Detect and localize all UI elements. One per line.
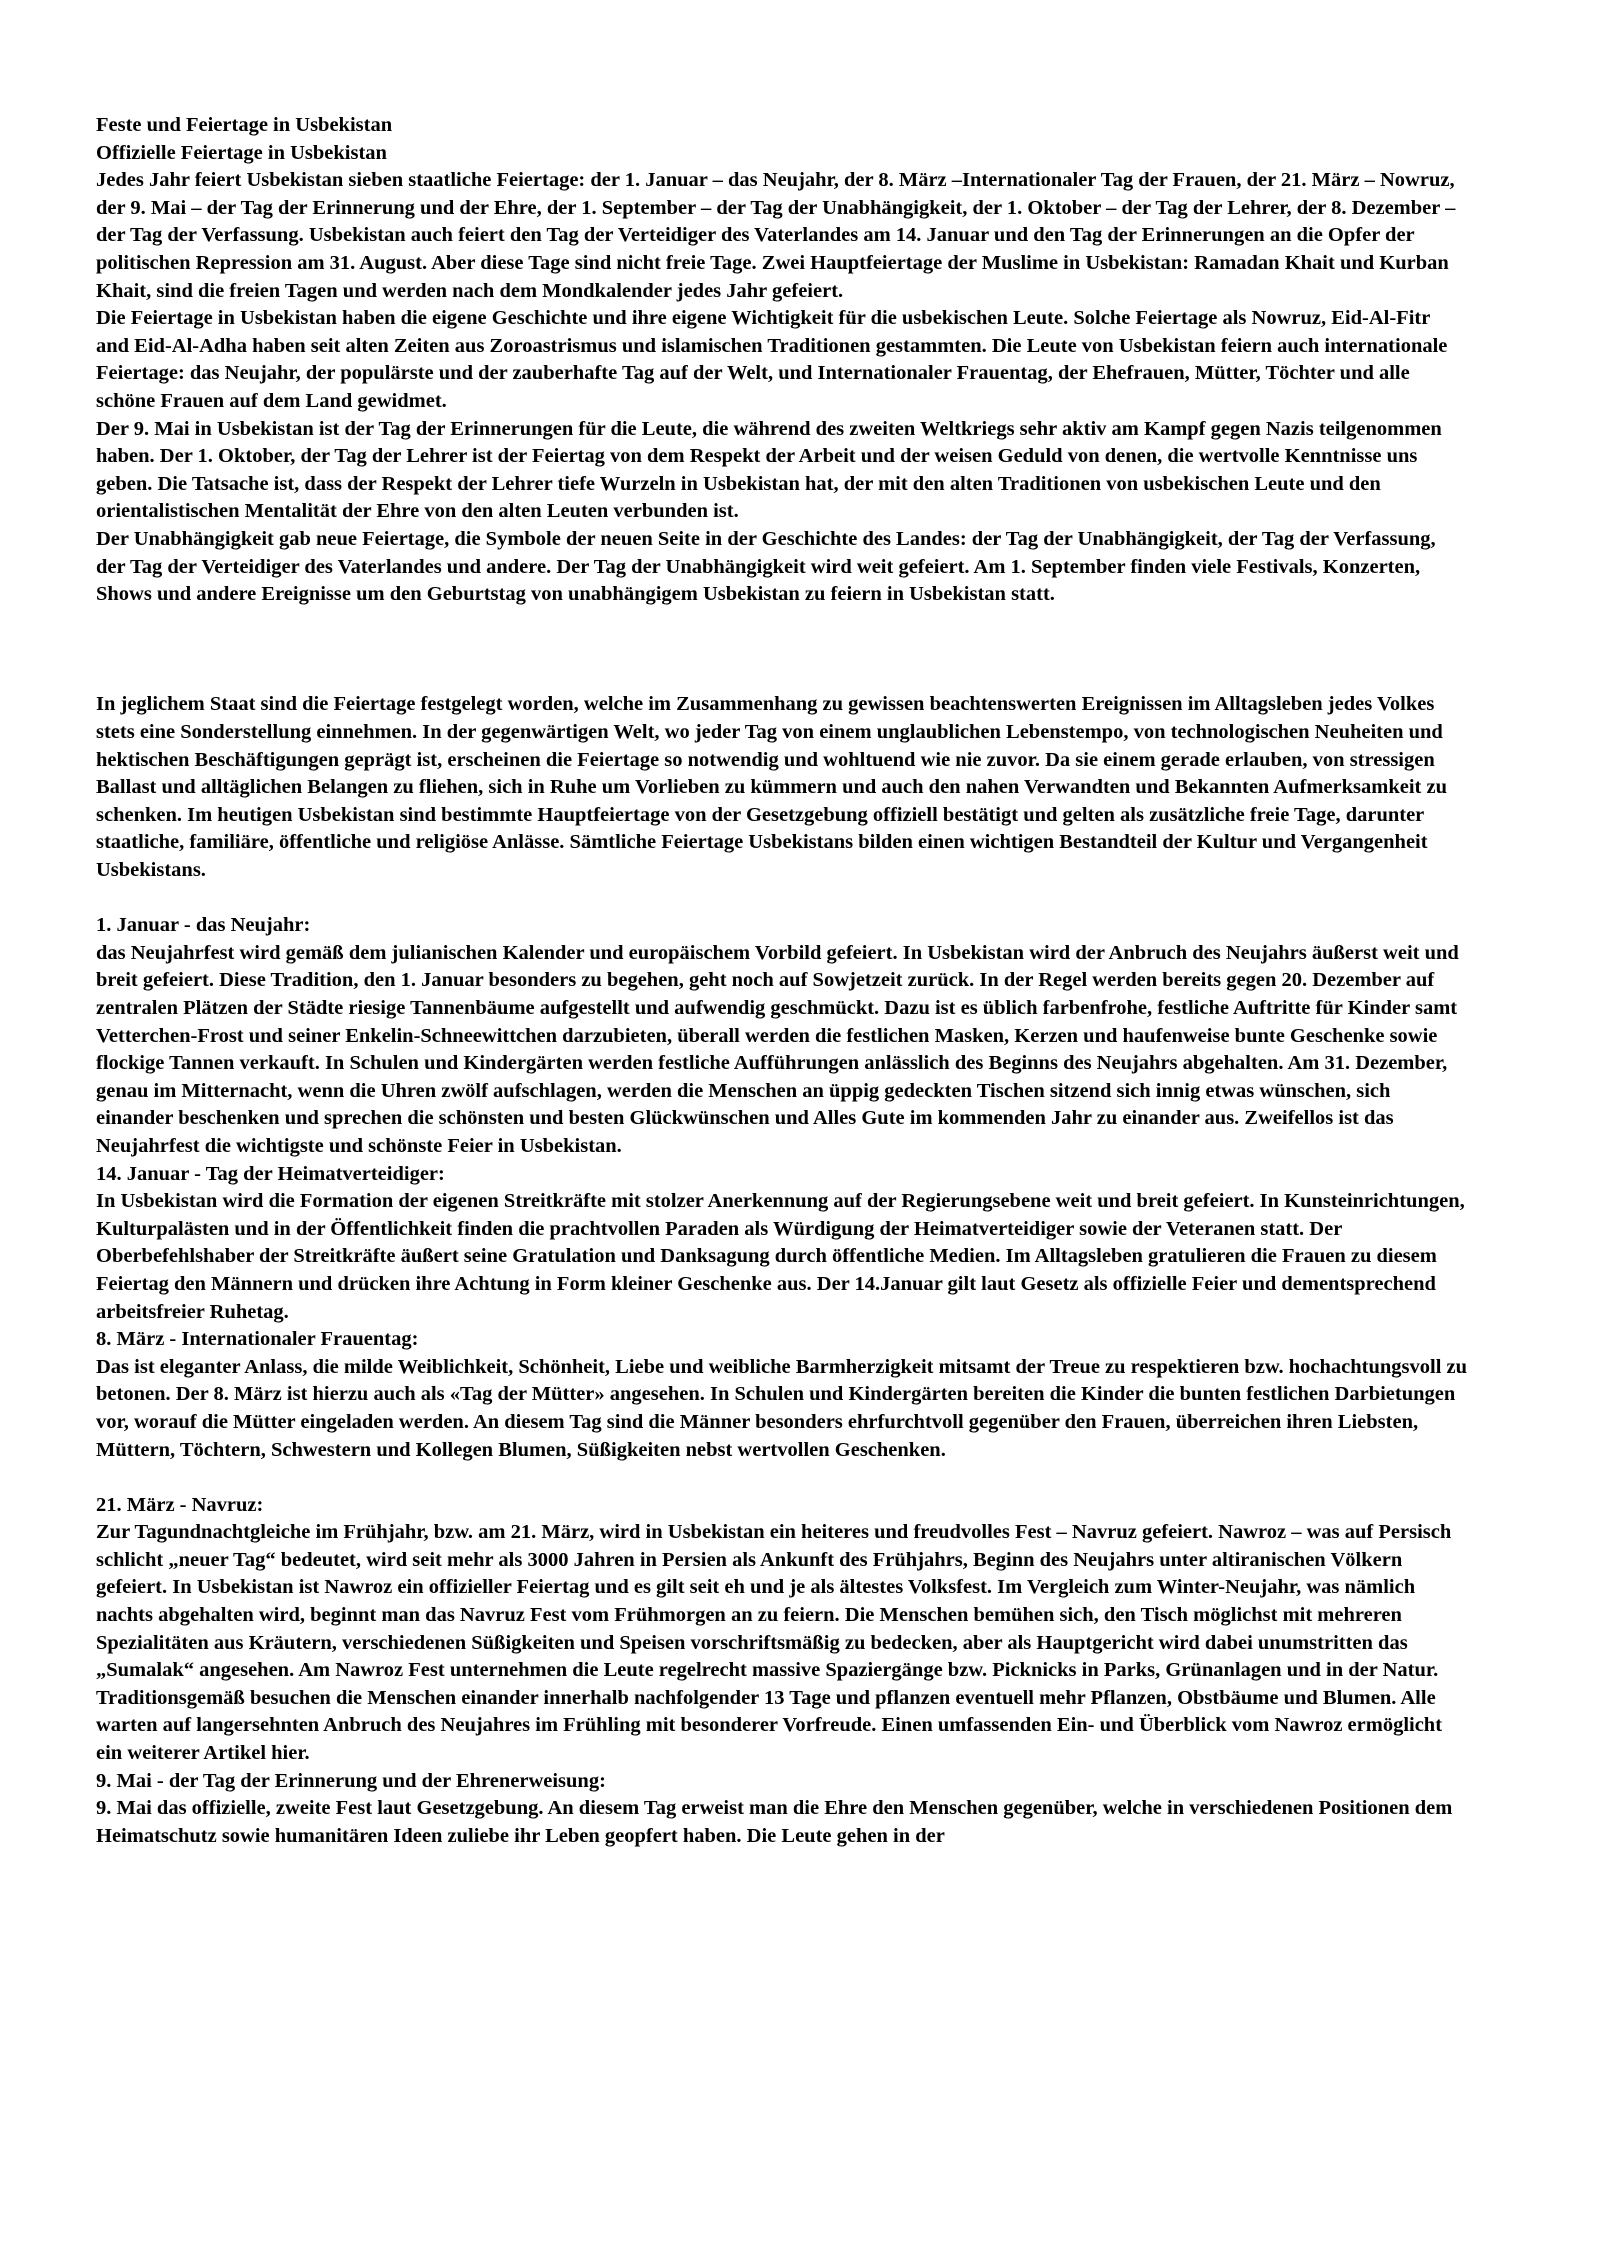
holiday-text-defenders-day: In Usbekistan wird die Formation der eigenen Streitkräfte mit stolzer Anerkennung auf der Regierungsebene weit und breit gefeiert. In Kunsteinrichtungen, Kulturpalästen und in der Öffentlichkeit finden die prachtvollen Paraden als Würdigung der Heimatverteidiger sowie der Veteranen statt. Der Oberbefehlshaber der Streitkräfte äußert seine Gratulation und Danksagung durch öffentliche Medien. Im Alltagsleben gratulieren die Frauen zu diesem Feiertag den Männern und drücken ihre Achtung in Form kleiner Geschenke aus. Der 14.Januar gilt laut Gesetz als offizielle Feier und dementsprechend arbeitsfreier Ruhetag. — [96, 1190, 1465, 1323]
paragraph-intro: In jeglichem Staat sind die Feiertage festgelegt worden, welche im Zusammenhang zu gewissen beachtenswerten Ereignissen im Alltagsleben jedes Volkes stets eine Sonderstellung einnehmen. In der gegenwärtigen Welt, wo jeder Tag von einem unglaublichen Lebenstempo, von technologischen Neuheiten und hektischen Beschäftigungen geprägt ist, erscheinen die Feiertage so notwendig und wohltuend wie nie zuvor. Da sie einem gerade erlauben, von stressigen Ballast und alltäglichen Belangen zu fliehen, sich in Ruhe um Vorlieben zu kümmern und auch den nahen Verwandten und Bekannten Aufmerksamkeit zu schenken. Im heutigen Usbekistan sind bestimmte Hauptfeiertage von der Gesetzgebung offiziell bestätigt und gelten als zusätzliche freie Tage, darunter staatliche, familiäre, öffentliche und religiöse Anlässe. Sämtliche Feiertage Usbekistans bilden einen wichtigen Bestandteil der Kultur und Vergangenheit Usbekistans. — [96, 693, 1447, 882]
section-heading-official-holidays: Offizielle Feiertage in Usbekistan — [96, 141, 387, 164]
holiday-heading-womens-day: 8. März - Internationaler Frauentag: — [96, 1328, 419, 1351]
holiday-heading-defenders-day: 14. Januar - Tag der Heimatverteidiger: — [96, 1162, 445, 1185]
holiday-heading-new-year: 1. Januar - das Neujahr: — [96, 914, 311, 937]
holiday-text-womens-day: Das ist eleganter Anlass, die milde Weiblichkeit, Schönheit, Liebe und weibliche Barmherzigkeit mitsamt der Treue zu respektieren bzw. hochachtungsvoll zu betonen. Der 8. März ist hierzu auch als «Tag der Mütter» angesehen. In Schulen und Kindergärten bereiten die Kinder die bunten festlichen Darbietungen vor, worauf die Mütter eingeladen werden. An diesem Tag sind die Männer besonders ehrfurchtvoll gegenüber den Frauen, überreichen ihren Liebsten, Müttern, Töchtern, Schwestern und Kollegen Blumen, Süßigkeiten nebst wertvollen Geschenken. — [96, 1355, 1468, 1461]
paragraph-holiday-history: Die Feiertage in Usbekistan haben die eigene Geschichte und ihre eigene Wichtigkeit für die usbekischen Leute. Solche Feiertage als Nowruz, Eid-Al-Fitr and Eid-Al-Adha haben seit alten Zeiten aus Zoroastrismus und islamischen Traditionen gestammten. Die Leute von Usbekistan feiern auch internationale Feiertage: das Neujahr, der populärste und der zauberhafte Tag auf der Welt, und Internationaler Frauentag, der Ehefrauen, Mütter, Töchter und alle schöne Frauen auf dem Land gewidmet. — [96, 307, 1448, 412]
document-title: Feste und Feiertage in Usbekistan — [96, 114, 393, 136]
spacer — [96, 1464, 1468, 1492]
holiday-heading-navruz: 21. März - Navruz: — [96, 1493, 264, 1516]
spacer — [96, 609, 1468, 692]
paragraph-official-holidays-list: Jedes Jahr feiert Usbekistan sieben staatliche Feiertage: der 1. Januar – das Neujahr, der 8. März –Internationaler Tag der Frauen, der 21. März – Nowruz, der 9. Mai – der Tag der Erinnerung und der Ehre, der 1. September – der Tag der Unabhängigkeit, der 1. Oktober – der Tag der Lehrer, der 8. Dezember – der Tag der Verfassung. Usbekistan auch feiert den Tag der Verteidiger des Vaterlandes am 14. Januar und den Tag der Erinnerungen an die Opfer der politischen Repression am 31. August. Aber diese Tage sind nicht freie Tage. Zwei Hauptfeiertage der Muslime in Usbekistan: Ramadan Khait und Kurban Khait, sind die freien Tagen und werden nach dem Mondkalender jedes Jahr gefeiert. — [96, 169, 1456, 302]
paragraph-may-october: Der 9. Mai in Usbekistan ist der Tag der Erinnerungen für die Leute, die während des zweiten Weltkriegs sehr aktiv am Kampf gegen Nazis teilgenommen haben. Der 1. Oktober, der Tag der Lehrer ist der Feiertag von dem Respekt der Arbeit und der weisen Geduld von denen, die wertvolle Kenntnisse uns geben. Die Tatsache ist, dass der Respekt der Lehrer tiefe Wurzeln in Usbekistan hat, der mit den alten Traditionen von usbekischen Leute und den orientalistischen Mentalität der Ehre von den alten Leuten verbunden ist. — [96, 417, 1442, 523]
document-page — [96, 112, 1468, 1850]
paragraph-independence: Der Unabhängigkeit gab neue Feiertage, die Symbole der neuen Seite in der Geschichte des Landes: der Tag der Unabhängigkeit, der Tag der Verfassung, der Tag der Verteidiger des Vaterlandes und andere. Der Tag der Unabhängigkeit wird weit gefeiert. Am 1. September finden viele Festivals, Konzerten, Shows und andere Ereignisse um den Geburtstag von unabhängigem Usbekistan zu feiern in Usbekistan statt. — [96, 527, 1436, 606]
holiday-heading-may-9: 9. Mai - der Tag der Erinnerung und der Ehrenerweisung: — [96, 1769, 606, 1792]
spacer — [96, 885, 1468, 913]
holiday-text-new-year: das Neujahrfest wird gemäß dem julianischen Kalender und europäischem Vorbild gefeiert. In Usbekistan wird der Anbruch des Neujahrs äußerst weit und breit gefeiert. Diese Tradition, den 1. Januar besonders zu begehen, geht noch auf Sowjetzeit zurück. In der Regel werden bereits gegen 20. Dezember auf zentralen Plätzen der Städte riesige Tannenbäume aufgestellt und aufwendig geschmückt. Dazu ist es üblich farbenfrohe, festliche Auftritte für Kinder samt Vetterchen-Frost und seiner Enkelin-Schneewittchen darzubieten, überall werden die festlichen Masken, Kerzen und haufenweise bunte Geschenke sowie flockige Tannen verkauft. In Schulen und Kindergärten werden festliche Aufführungen anlässlich des Beginns des Neujahrs abgehalten. Am 31. Dezember, genau im Mitternacht, wenn die Uhren zwölf aufschlagen, werden die Menschen an üppig gedeckten Tischen sitzend sich innig etwas wünschen, sich einander beschenken und sprechen die schönsten und besten Glückwünschen und Alles Gute im kommenden Jahr zu einander aus. Zweifellos ist das Neujahrfest die wichtigste und schönste Feier in Usbekistan. — [96, 941, 1459, 1157]
holiday-text-navruz: Zur Tagundnachtgleiche im Frühjahr, bzw. am 21. März, wird in Usbekistan ein heiteres und freudvolles Fest – Navruz gefeiert. Nawroz – was auf Persisch schlicht „neuer Tag“ bedeutet, wird seit mehr als 3000 Jahren in Persien als Ankunft des Frühjahrs, Beginn des Neujahrs unter altiranischen Völkern gefeiert. In Usbekistan ist Nawroz ein offizieller Feiertag und es gilt seit eh und je als ältestes Volksfest. Im Vergleich zum Winter-Neujahr, was nämlich nachts abgehalten wird, beginnt man das Navruz Fest vom Frühmorgen an zu feiern. Die Menschen bemühen sich, den Tisch möglichst mit mehreren Spezialitäten aus Kräutern, verschiedenen Süßigkeiten und Speisen vorschriftsmäßig zu bedecken, aber als Hauptgericht wird dabei unumstritten das „Sumalak“ angesehen. Am Nawroz Fest unternehmen die Leute regelrecht massive Spaziergänge bzw. Picknicks in Parks, Grünanlagen und in der Natur. Traditionsgemäß besuchen die Menschen einander innerhalb nachfolgender 13 Tage und pflanzen eventuell mehr Pflanzen, Obstbäume und Blumen. Alle warten auf langersehnten Anbruch des Neujahres im Frühling mit besonderer Vorfreude. Einen umfassenden Ein- und Überblick vom Nawroz ermöglicht ein weiterer Artikel hier. — [96, 1521, 1452, 1765]
holiday-text-may-9: 9. Mai das offizielle, zweite Fest laut Gesetzgebung. An diesem Tag erweist man die Ehre den Menschen gegenüber, welche in verschiedenen Positionen dem Heimatschutz sowie humanitären Ideen zuliebe ihr Leben geopfert haben. Die Leute gehen in der — [96, 1797, 1453, 1847]
